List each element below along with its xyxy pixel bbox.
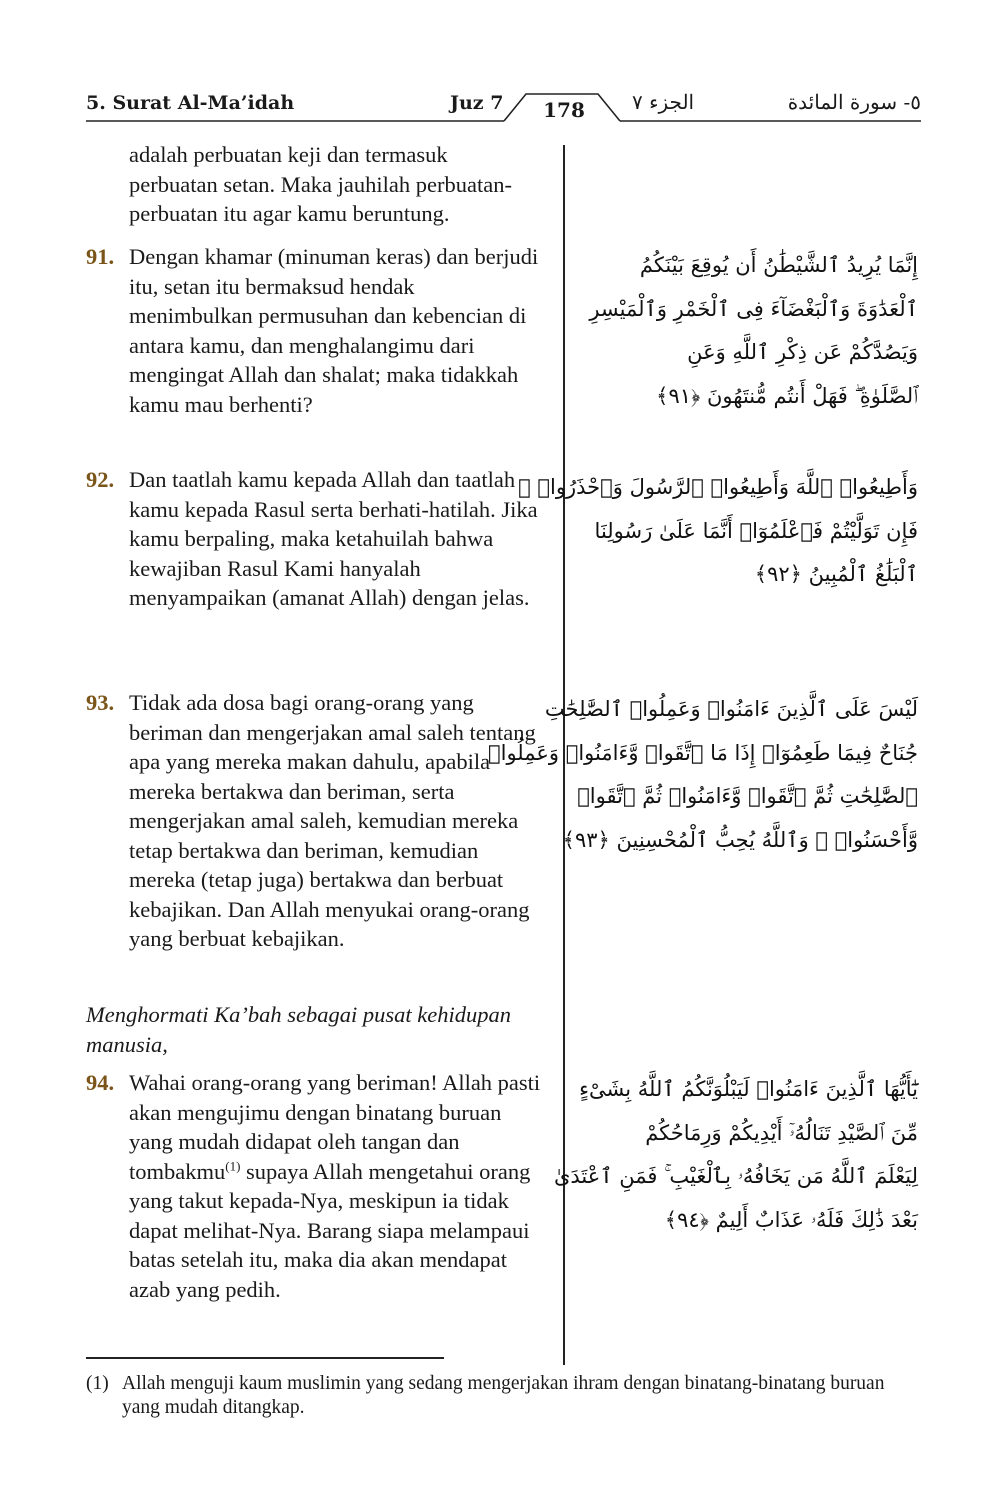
page-number: 178 (543, 98, 585, 122)
continuation-text: adalah perbuatan keji dan termasuk perbuatan setan. Maka jauhilah perbuatan-perbuatan itu agar kamu beruntung. (129, 142, 512, 226)
verse-text: Dan taatlah kamu kepada Allah dan taatlah kamu kepada Rasul serta berhati-hatilah. Jika kamu berpaling, maka ketahuilah bahwa kewajiban Rasul Kami hanyalah menyampaikan (amanat Allah) dengan jelas. (129, 467, 538, 610)
footnote-rule (86, 1357, 444, 1359)
surah-title-arabic: ٥- سورة المائدة (787, 90, 921, 114)
verse-number: 92. (86, 467, 115, 492)
verse-93-arabic: لَيْسَ عَلَى ٱلَّذِينَ ءَامَنُوا۟ وَعَمِلُوا۟ ٱلصَّٰلِحَٰتِ جُنَاحٌ فِيمَا طَعِمُوٓا۟ إِذَا مَا ٱتَّقَوا۟ وَّءَامَنُوا۟ وَعَمِلُوا۟ ٱلصَّٰلِحَٰتِ ثُمَّ ٱتَّقَوا۟ وَّءَامَنُوا۟ ثُمَّ ٱتَّقَوا۟ وَّأَحْسَنُوا۟ ۗ وَٱللَّهُ يُحِبُّ ٱلْمُحْسِنِينَ ﴿٩٣﴾ (488, 697, 918, 852)
verse-94-arabic: يَٰٓأَيُّهَا ٱلَّذِينَ ءَامَنُوا۟ لَيَبْلُوَنَّكُمُ ٱللَّهُ بِشَىْءٍ مِّنَ ٱلصَّيْدِ تَنَالُهُۥٓ أَيْدِيكُمْ وَرِمَاحُكُمْ لِيَعْلَمَ ٱللَّهُ مَن يَخَافُهُۥ بِٱلْغَيْبِ ۚ فَمَنِ ٱعْتَدَىٰ بَعْدَ ذَٰلِكَ فَلَهُۥ عَذَابٌ أَلِيمٌ ﴿٩٤﴾ (553, 1077, 918, 1232)
footnote-text: Allah menguji kaum muslimin yang sedang mengerjakan ihram dengan binatang-binatang buruan yang mudah ditangkap. (122, 1373, 885, 1418)
footnote (86, 1372, 922, 1420)
footnote-ref: (1) (225, 1158, 241, 1173)
section-heading: Menghormati Ka’bah sebagai pusat kehidupan manusia, (86, 1002, 511, 1057)
verse-91-arabic: إِنَّمَا يُرِيدُ ٱلشَّيْطَٰنُ أَن يُوقِعَ بَيْنَكُمُ ٱلْعَدَٰوَةَ وَٱلْبَغْضَآءَ فِى ٱلْخَمْرِ وَٱلْمَيْسِرِ وَيَصُدَّكُمْ عَن ذِكْرِ ٱللَّهِ وَعَنِ ٱلصَّلَوٰةِ ۖ فَهَلْ أَنتُم مُّنتَهُونَ ﴿٩١﴾ (589, 253, 918, 408)
footnote-marker: (1) (86, 1373, 109, 1394)
verse-92-translation (86, 465, 541, 613)
verse-93-translation (86, 688, 541, 954)
verse-text: Wahai orang-orang yang beriman! Allah pasti akan mengujimu dengan binatang buruan yang mudah didapat oleh tangan dan tombakmu$^{(1)}$ supaya Allah mengetahui orang yang takut kepada-Nya, meskipun ia tidak dapat melihat-Nya. Barang siapa melampaui batas setelah itu, maka dia akan mendapat azab yang pedih. (129, 1070, 541, 1302)
verse-text: Dengan khamar (minuman keras) dan berjudi itu, setan itu bermaksud hendak menimbulkan permusuhan dan kebencian di antara kamu, dan menghalangimu dari mengingat Allah dan shalat; maka tidakkah kamu mau berhenti? (129, 244, 539, 417)
verse-91-translation (86, 242, 541, 419)
juz-label-latin: Juz 7 (450, 92, 504, 114)
verse-number: 93. (86, 690, 115, 715)
page-header (86, 86, 921, 126)
surah-title-latin: 5. Surat Al-Ma’idah (86, 92, 295, 114)
juz-label-arabic: الجزء ٧ (632, 90, 695, 114)
verse-number: 94. (86, 1070, 115, 1095)
verse-number: 91. (86, 244, 115, 269)
verse-text: Tidak ada dosa bagi orang-orang yang beriman dan mengerjakan amal saleh tentang apa yang mereka makan dahulu, apabila mereka bertakwa dan beriman, serta mengerjakan amal saleh, kemudian mereka tetap bertakwa dan beriman, kemudian mereka (tetap juga) bertakwa dan berbuat kebajikan. Dan Allah menyukai orang-orang yang berbuat kebajikan. (129, 690, 536, 951)
verse-92-arabic: وَأَطِيعُوا۟ ٱللَّهَ وَأَطِيعُوا۟ ٱلرَّسُولَ وَٱحْذَرُوا۟ ۚ فَإِن تَوَلَّيْتُمْ فَٱعْلَمُوٓا۟ أَنَّمَا عَلَىٰ رَسُولِنَا ٱلْبَلَٰغُ ٱلْمُبِينُ ﴿٩٢﴾ (518, 475, 918, 586)
verse-94-translation (86, 1068, 541, 1304)
